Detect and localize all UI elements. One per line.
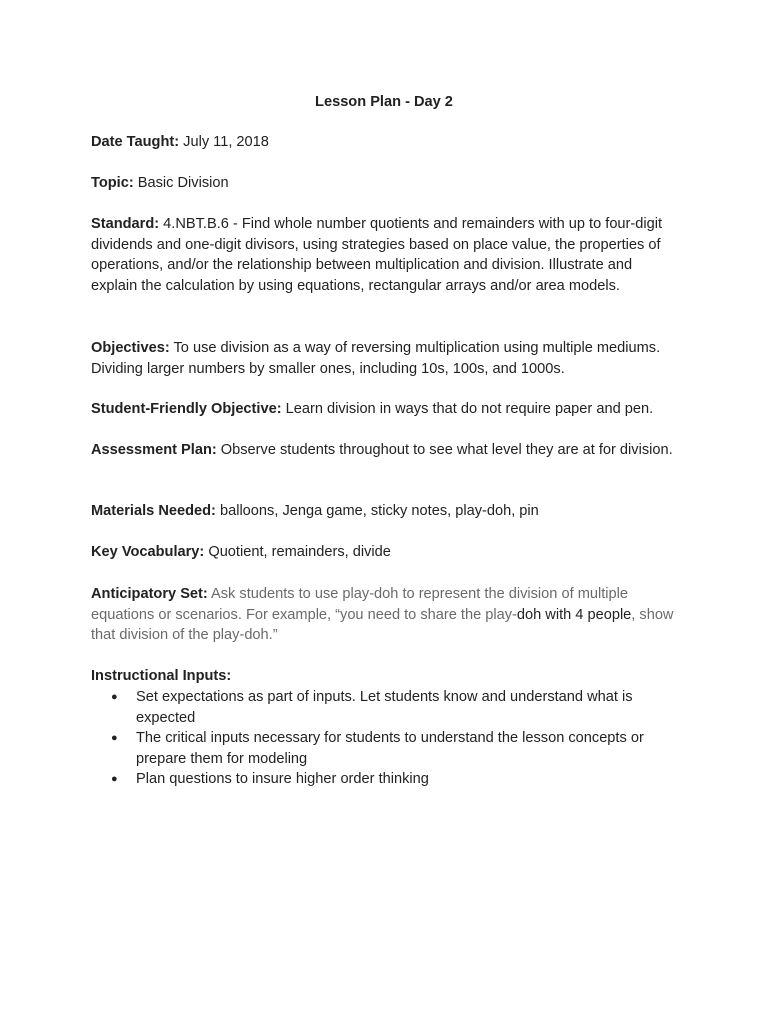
standard-label: Standard: [91, 216, 160, 232]
materials-needed-value: balloons, Jenga game, sticky notes, play-doh, pin [219, 503, 539, 519]
date-taught-field [91, 132, 681, 153]
key-vocabulary-value: Quotient, remainders, divide [208, 544, 391, 560]
standard-field [91, 214, 681, 296]
list-item: ● Set expectations as part of inputs. Let students know and understand what is expected [91, 687, 681, 728]
assessment-plan-label: Assessment Plan: [91, 442, 217, 458]
anticipatory-set-field [91, 584, 681, 646]
date-taught-label: Date Taught: [91, 134, 180, 150]
key-vocabulary-label: Key Vocabulary: [91, 544, 205, 560]
instructional-inputs-heading [91, 666, 681, 687]
student-friendly-objective-label: Student-Friendly Objective: [91, 401, 282, 417]
anticipatory-set-label: Anticipatory Set: [91, 586, 208, 602]
objectives-value: To use division as a way of reversing multiplication using multiple mediums. Dividing larger numbers by smaller ones, including 10s, 100s, and 1000s. [91, 340, 661, 377]
topic-value: Basic Division [137, 175, 229, 191]
objectives-field [91, 338, 681, 379]
materials-needed-label: Materials Needed: [91, 503, 216, 519]
date-taught-value: July 11, 2018 [183, 134, 269, 150]
instructional-inputs-list [91, 687, 681, 790]
anticipatory-set-text-2: doh with 4 people [516, 606, 632, 623]
objectives-label: Objectives: [91, 340, 170, 356]
student-friendly-objective-field [91, 399, 681, 420]
standard-value: 4.NBT.B.6 - Find whole number quotients and remainders with up to four-digit dividends and one-digit divisors, using strategies based on place value, the properties of operations, and/or the relationship between multiplication and division. Illustrate and explain the calculation by using equations, rectangular arrays and/or area models. [91, 216, 663, 294]
topic-field [91, 173, 681, 194]
instructional-inputs-label: Instructional Inputs: [91, 668, 232, 684]
list-item: ● The critical inputs necessary for students to understand the lesson concepts or prepare them for modeling [91, 728, 681, 769]
assessment-plan-value: Observe students throughout to see what level they are at for division. [220, 442, 673, 458]
anticipatory-set-text-3: , show that division of the play-doh.” [91, 606, 674, 644]
page-title: Lesson Plan - Day 2 [315, 94, 453, 110]
list-item: ● Plan questions to insure higher order thinking [91, 769, 681, 790]
materials-needed-field [91, 501, 681, 522]
anticipatory-set-text-1: Ask students to use play-doh to represent the division of multiple equations or scenarios. For example, “you need to share the play- [91, 586, 628, 623]
assessment-plan-field [91, 440, 681, 461]
topic-label: Topic: [91, 175, 134, 191]
key-vocabulary-field [91, 542, 681, 563]
student-friendly-objective-value: Learn division in ways that do not require paper and pen. [285, 401, 654, 417]
